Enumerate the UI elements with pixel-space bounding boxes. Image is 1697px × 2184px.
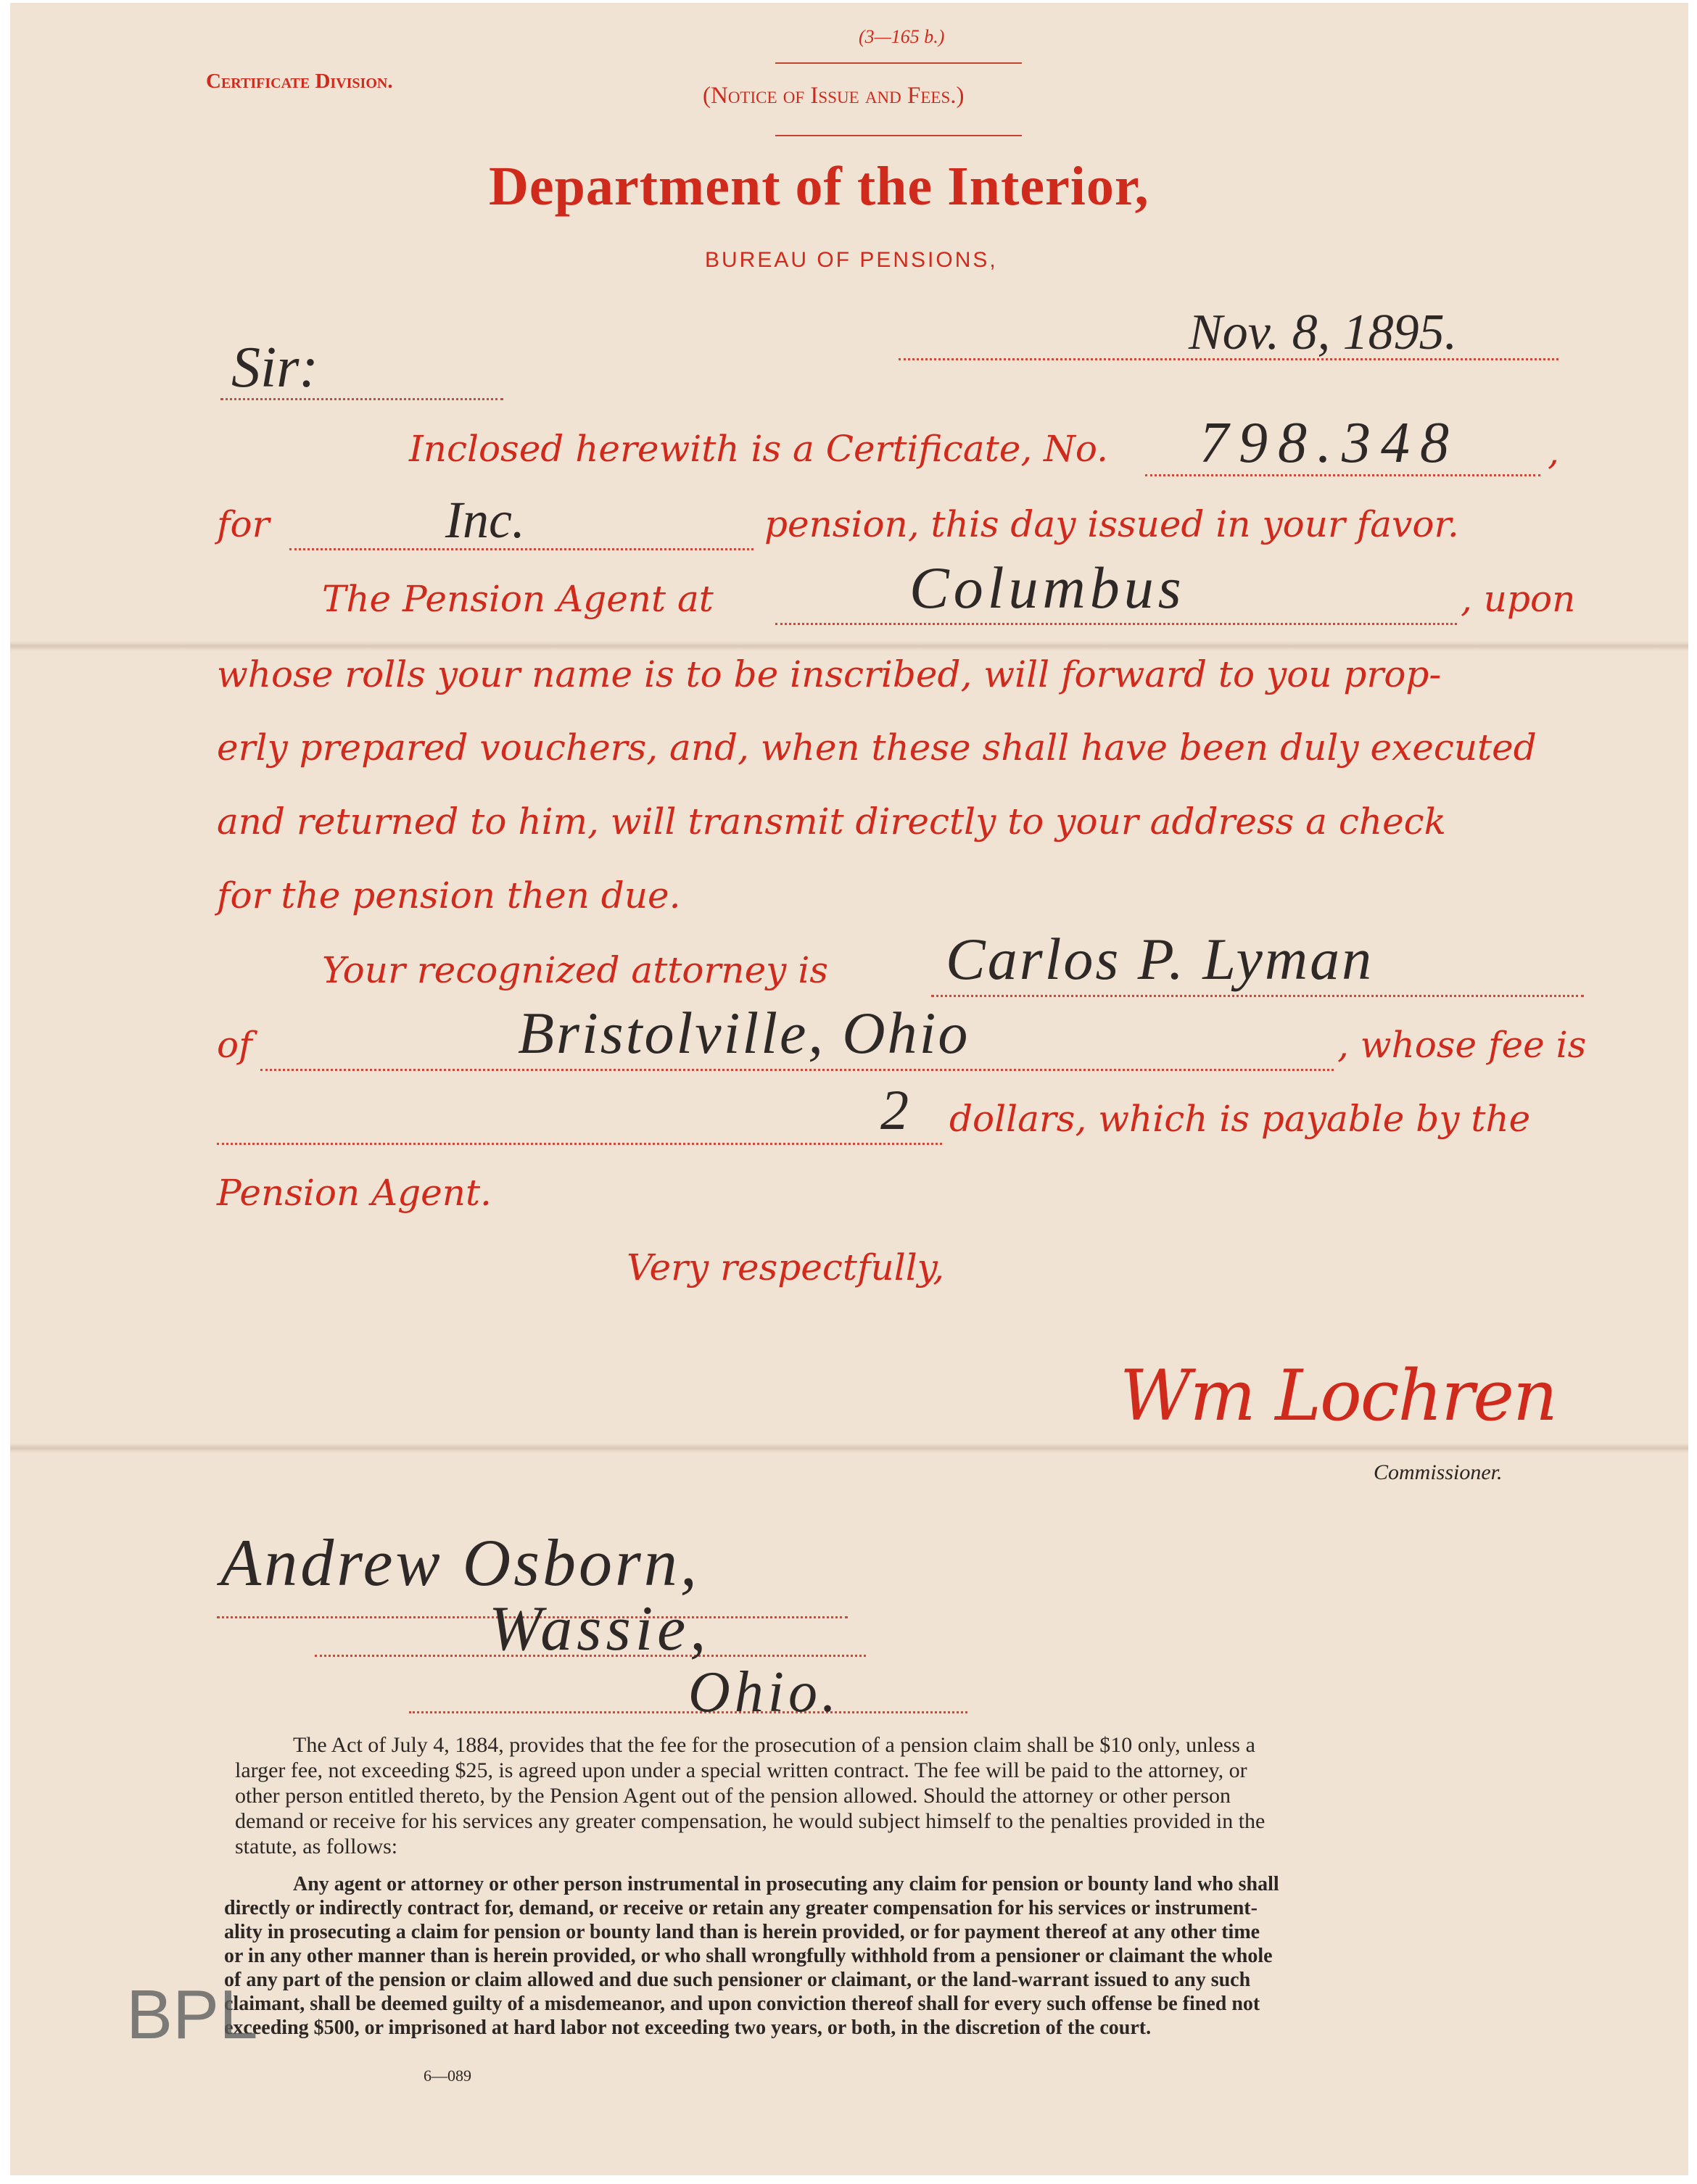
fee-act-line: larger fee, not exceeding $25, is agreed upon under a special written contract. The fee will be paid to the attorney, or [235,1758,1247,1782]
form-footer-code: 6—089 [424,2067,471,2085]
recipient-state: Ohio. [688,1660,841,1724]
penalty-line: Any agent or attorney or other person instrumental in prosecuting any claim for pension or bounty land who shall [293,1873,1279,1895]
letter-date: Nov. 8, 1895. [1189,305,1458,360]
form-number: (3—165 b.) [859,26,945,47]
penalty-line: exceeding $500, or imprisoned at hard labor not exceeding two years, or both, in the discretion of the court. [224,2017,1152,2039]
fee-act-paragraph [235,1732,1265,1859]
attorney-name: Carlos P. Lyman [946,926,1374,992]
pension-agent-text: The Pension Agent at [322,578,714,620]
certificate-number: 798.348 [1200,411,1459,475]
certificate-intro-text: Inclosed herewith is a Certificate, No. [409,428,1109,470]
signer-title: Commissioner. [1374,1460,1503,1484]
pension-type: Inc. [445,491,525,549]
library-watermark: BPL [126,1976,258,2053]
salutation: Sir: [231,336,318,400]
paper-fold-lower [10,1443,1688,1453]
fee-act-line: The Act of July 4, 1884, provides that the fee for the prosecution of a pension claim shall be $10 only, unless a [293,1733,1255,1757]
commissioner-signature: Wm Lochren [1120,1355,1556,1436]
of-text: of [217,1024,252,1066]
certificate-comma: , [1548,431,1559,473]
agent-city: Columbus [909,555,1186,621]
penalty-line: or in any other manner than is herein provided, or who shall wrongfully withhold from a pensioner or claimant the whole [224,1945,1273,1967]
fee-amount: 2 [880,1078,909,1141]
body-line-5: erly prepared vouchers, and, when these shall have been duly executed [217,727,1537,769]
penalty-statute-paragraph [224,1872,1279,2040]
body-line-4: whose rolls your name is to be inscribed, will forward to you prop- [217,653,1442,695]
dollars-payable-text: dollars, which is payable by the [949,1098,1531,1140]
penalty-line: of any part of the pension or claim allowed and due such pensioner or claimant, or the land-warrant issued to any such [224,1969,1251,1991]
notice-of-issue-label: (Notice of Issue and Fees.) [703,83,965,109]
paper-fold-upper [10,641,1688,651]
fee-act-line: statute, as follows: [235,1835,398,1858]
penalty-line: directly or indirectly contract for, demand, or receive or retain any greater compensation for his services or instrument- [224,1897,1258,1919]
header-rule-bottom [775,135,1022,136]
fee-act-line: demand or receive for his services any greater compensation, he would subject himself to the penalties provided in the [235,1809,1265,1833]
body-line-6: and returned to him, will transmit directly to your address a check [217,801,1446,843]
whose-fee-text: , whose fee is [1337,1024,1587,1066]
recipient-name: Andrew Osborn, [220,1526,700,1600]
upon-text: , upon [1461,578,1576,620]
penalty-line: claimant, shall be deemed guilty of a misdemeanor, and upon conviction thereof shall for every such offense be fined not [224,1993,1260,2015]
attorney-name-line [931,995,1584,997]
certificate-division-label: Certificate Division. [206,70,393,93]
attorney-location: Bristolville, Ohio [518,1000,970,1066]
pension-certificate-notice [10,3,1688,2175]
header-rule-top [775,62,1022,64]
fee-amount-line [217,1143,942,1145]
recipient-town: Wassie, [489,1594,711,1664]
pension-issued-text: pension, this day issued in your favor. [764,503,1459,545]
pension-agent-end-text: Pension Agent. [217,1172,492,1214]
department-title: Department of the Interior, [489,156,1149,217]
closing-text: Very respectfully, [627,1246,945,1289]
attorney-location-line [260,1069,1334,1071]
for-text: for [217,503,270,545]
penalty-line: ality in prosecuting a claim for pension or bounty land than is herein provided, or for payment thereof at any other time [224,1921,1260,1943]
fee-act-line: other person entitled thereto, by the Pension Agent out of the pension allowed. Should the attorney or other person [235,1784,1231,1808]
bureau-subtitle: BUREAU OF PENSIONS, [705,248,998,272]
body-line-7: for the pension then due. [217,874,681,917]
attorney-label: Your recognized attorney is [322,949,828,991]
agent-city-line [775,623,1457,625]
